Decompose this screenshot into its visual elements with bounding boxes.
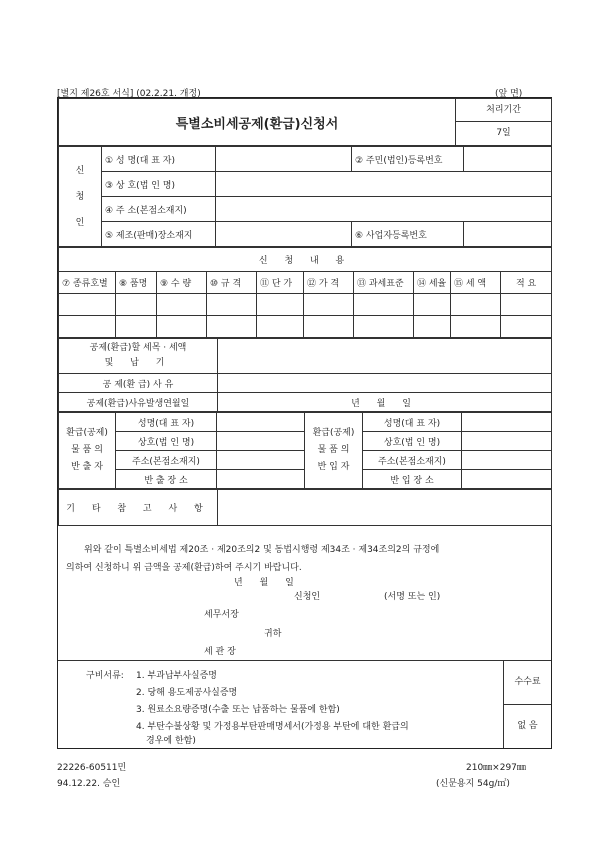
approval-date: 94.12.22. 승인: [57, 779, 121, 789]
input-trade-name[interactable]: [216, 172, 552, 197]
receiver-place-label: 반 입 장 소: [363, 470, 462, 489]
col-qty: ⑨ 수 량: [157, 272, 207, 294]
attachment-item: 4. 부탄수불상황 및 가정용부탄판매명세서(가정용 부탄에 대한 환급의: [136, 722, 409, 732]
attachment-item: 1. 부과납부사실증명: [136, 671, 218, 681]
receiver-label-2: 물 품 의: [317, 445, 350, 455]
receiver-address-label: 주소(본점소재지): [363, 451, 462, 470]
form-title: 특별소비세공제(환급)신청서: [59, 99, 456, 146]
shipper-address-label: 주소(본점소재지): [116, 451, 217, 470]
label-name: ① 성 명(대 표 자): [102, 147, 216, 172]
label-address: ④ 주 소(본점소재지): [102, 197, 216, 222]
attachment-item: 2. 당해 용도제공사실증명: [136, 688, 238, 698]
input-factory[interactable]: [216, 222, 352, 247]
attachments-list: [58, 661, 504, 748]
fee-label: 수수료: [504, 661, 551, 705]
date-label: 공제(환급)사유발생연월일: [59, 393, 218, 412]
shipper-label-2: 물 품 의: [71, 445, 103, 455]
col-remarks: 적 요: [501, 272, 552, 294]
other-ref-input[interactable]: [218, 490, 552, 526]
col-tax-base: ⑬ 과세표준: [354, 272, 414, 294]
input-resident-no[interactable]: [464, 147, 552, 172]
shipper-trade-label: 상호(법 인 명): [116, 432, 217, 451]
input-address[interactable]: [216, 197, 552, 222]
date-input[interactable]: 년 월 일: [218, 393, 552, 412]
customs-office-label: 세 관 장: [204, 647, 236, 657]
attachments-block: [58, 661, 551, 748]
declaration-line-1: 위와 같이 특별소비세법 제20조 · 제20조의2 및 동법시행령 제34조 · 제34조의2의 규정에: [84, 545, 440, 555]
details-header-row: [59, 272, 552, 294]
col-tax: ⑮ 세 액: [451, 272, 501, 294]
attachment-item: 3. 원료소요량증명(수출 또는 납품하는 물품에 한함): [136, 705, 340, 715]
input-name[interactable]: [216, 147, 352, 172]
reason-input[interactable]: [218, 374, 552, 393]
shipper-trade-input[interactable]: [217, 432, 305, 451]
receiver-section: [305, 413, 363, 489]
receiver-name-label: 성명(대 표 자): [363, 413, 462, 432]
shipper-label-3: 반 출 자: [71, 462, 103, 472]
other-ref-label: 기 타 참 고 사 항: [59, 490, 218, 526]
label-factory: ⑤ 제조(판매)장소재지: [102, 222, 216, 247]
details-row[interactable]: [59, 294, 552, 316]
fee-value: 없 음: [517, 721, 538, 731]
declaration-date: 년 월 일: [234, 578, 301, 588]
receiver-trade-input[interactable]: [462, 432, 552, 451]
paper-type: (신문용지 54g/㎡): [436, 779, 510, 789]
shipper-label-1: 환급(공제): [66, 428, 108, 438]
declaration-block: [58, 526, 551, 661]
form-code: 22226-60511민: [57, 763, 127, 773]
label-resident-no: ② 주민(법인)등록번호: [352, 147, 464, 172]
receiver-name-input[interactable]: [462, 413, 552, 432]
attachments-label: 구비서류:: [86, 671, 124, 681]
shipper-section: [59, 413, 116, 489]
details-section-title: 신 청 내 용: [59, 248, 552, 272]
receiver-label-3: 반 입 자: [317, 462, 350, 472]
col-spec: ⑩ 규 격: [207, 272, 257, 294]
tax-item-input[interactable]: [218, 339, 552, 374]
col-type: ⑦ 종류호별: [59, 272, 116, 294]
col-price: ⑫ 가 격: [304, 272, 354, 294]
shipper-name-label: 성명(대 표 자): [116, 413, 217, 432]
label-biz-no: ⑥ 사업자등록번호: [352, 222, 464, 247]
receiver-place-input[interactable]: [462, 470, 552, 489]
applicant-char-3: 인: [75, 217, 85, 228]
processing-value: 7일: [496, 128, 511, 138]
reason-label: 공 제(환 급) 사 유: [59, 374, 218, 393]
paper-size: 210㎜×297㎜: [466, 763, 526, 773]
tax-item-label-1: 공제(환급)할 세목 · 세액: [89, 343, 187, 353]
col-unit-price: ⑪ 단 가: [257, 272, 304, 294]
col-item: ⑧ 품명: [116, 272, 157, 294]
receiver-trade-label: 상호(법 인 명): [363, 432, 462, 451]
addressee-label: 귀하: [264, 629, 282, 639]
input-biz-no[interactable]: [464, 222, 552, 247]
shipper-place-input[interactable]: [217, 470, 305, 489]
application-form: [57, 97, 552, 749]
tax-item-label-2: 및 납 기: [104, 358, 172, 368]
applicant-signature-label: 신청인: [294, 592, 321, 602]
attachment-item: 경우에 한함): [146, 736, 196, 746]
tax-item-label: [59, 339, 218, 374]
applicant-char-2: 청: [75, 191, 85, 202]
processing-period: [456, 99, 552, 146]
form-number: [별지 제26호 서식] (02.2.21. 개정): [57, 89, 201, 99]
shipper-place-label: 반 출 장 소: [116, 470, 217, 489]
receiver-label-1: 환급(공제): [312, 428, 355, 438]
col-rate: ⑭ 세율: [414, 272, 451, 294]
shipper-name-input[interactable]: [217, 413, 305, 432]
details-row[interactable]: [59, 316, 552, 338]
label-trade-name: ③ 상 호(법 인 명): [102, 172, 216, 197]
signature-hint: (서명 또는 인): [384, 592, 441, 602]
page-side: (앞 면): [495, 89, 523, 99]
receiver-address-input[interactable]: [462, 451, 552, 470]
shipper-address-input[interactable]: [217, 451, 305, 470]
applicant-section: [59, 147, 102, 247]
applicant-char-1: 신: [75, 165, 85, 176]
processing-label: 처리기간: [456, 99, 551, 122]
tax-office-label: 세무서장: [204, 610, 239, 620]
declaration-line-2: 의하여 신청하니 위 금액을 공제(환급)하여 주시기 바랍니다.: [66, 563, 302, 573]
